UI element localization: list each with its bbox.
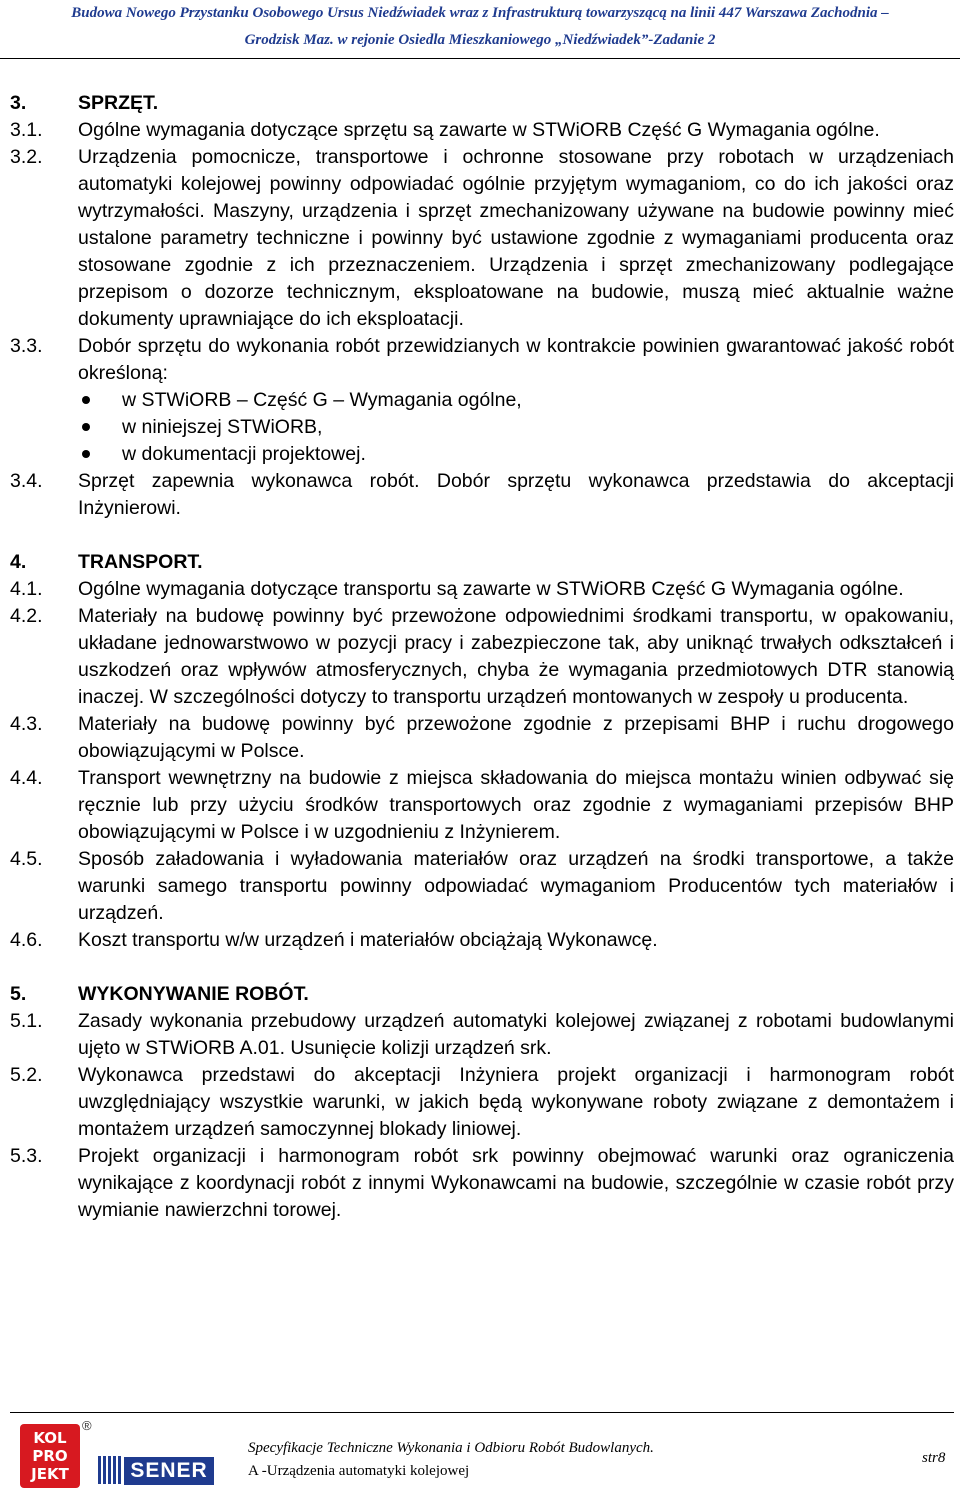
section-text: Transport wewnętrzny na budowie z miejsca składowania do miejsca montażu winien odbywać się ręcznie lub przy użyciu środków transportowych oraz zgodnie z wymaganiami przepisów BHP obowiązującymi w Polsce i w uzgodnieniu z Inżynierem.	[78, 767, 954, 843]
header-line-1: Budowa Nowego Przystanku Osobowego Ursus Niedźwiadek wraz z Infrastrukturą towarzyszącą na linii 447 Warszawa Zachodnia –	[71, 5, 889, 21]
section-number: 3.2.	[10, 146, 43, 168]
section-text: Ogólne wymagania dotyczące transportu są zawarte w STWiORB Część G Wymagania ogólne.	[78, 578, 904, 600]
section-4-heading	[10, 549, 954, 576]
section-text: Sposób załadowania i wyładowania materiałów oraz urządzeń na środki transportowe, a także warunki samego transportu powinny odpowiadać wymaganiom Producentów tych materiałów i urządzeń.	[78, 848, 954, 924]
footer-subtitle: A -Urządzenia automatyki kolejowej	[248, 1463, 470, 1479]
page-number: str8	[922, 1450, 946, 1466]
page-footer	[0, 1412, 960, 1488]
section-5-heading	[10, 981, 954, 1008]
section-number: 3.1.	[10, 119, 43, 141]
header-rule	[0, 58, 960, 59]
section-number: 4.2.	[10, 605, 43, 627]
section-text: Koszt transportu w/w urządzeń i materiałów obciążają Wykonawcę.	[78, 929, 658, 951]
logo-line: KOL	[33, 1429, 67, 1447]
section-4-2	[10, 603, 954, 711]
bullet-item: w dokumentacji projektowej.	[78, 441, 954, 468]
document-body	[10, 90, 954, 1224]
sener-mark-icon	[98, 1456, 122, 1484]
section-text: Projekt organizacji i harmonogram robót srk powinny obejmować warunki oraz ograniczenia wynikające z koordynacji robót z innymi Wykonawcami na budowie, szczególnie w czasie robót przy wymianie nawierzchni torowej.	[78, 1145, 954, 1221]
section-number: 3.	[10, 92, 27, 114]
section-title: WYKONYWANIE ROBÓT.	[78, 983, 309, 1005]
spacer	[10, 954, 954, 981]
section-body	[78, 333, 954, 468]
logo-line: JEKT	[31, 1465, 69, 1483]
section-number: 5.	[10, 983, 27, 1005]
section-3-2	[10, 144, 954, 333]
spacer	[10, 522, 954, 549]
section-3-3	[10, 333, 954, 468]
section-5-3	[10, 1143, 954, 1224]
section-number: 4.1.	[10, 578, 43, 600]
section-4-4	[10, 765, 954, 846]
section-number: 5.1.	[10, 1010, 43, 1032]
section-text: Urządzenia pomocnicze, transportowe i ochronne stosowane przy robotach w urządzeniach automatyki kolejowej powinny odpowiadać ogólnie przyjętym wymaganiom, co do ich jakości oraz wytrzymałości. Maszyny, urządzenia i sprzęt zmechanizowany używane na budowie powinny mieć ustalone parametry techniczne i powinny być ustawione zgodnie z wymaganiami producenta oraz stosowane zgodnie z ich przeznaczeniem. Urządzenia i sprzęt zmechanizowany podlegające przepisom o dozorze technicznym, eksploatowane na budowie, muszą mieć aktualnie ważne dokumenty uprawniające do ich eksploatacji.	[78, 146, 954, 330]
sener-logo	[98, 1454, 216, 1488]
section-number: 3.4.	[10, 470, 43, 492]
section-title: TRANSPORT.	[78, 551, 203, 573]
footer-title: Specyfikacje Techniczne Wykonania i Odbioru Robót Budowlanych.	[248, 1440, 654, 1456]
section-text: Materiały na budowę powinny być przewożone zgodnie z przepisami BHP i ruchu drogowego obowiązującymi w Polsce.	[78, 713, 954, 762]
bullet-item: w niniejszej STWiORB,	[78, 414, 954, 441]
section-number: 4.	[10, 551, 27, 573]
section-text: Sprzęt zapewnia wykonawca robót. Dobór sprzętu wykonawca przedstawia do akceptacji Inżynierowi.	[78, 470, 954, 519]
logo-line: PRO	[32, 1447, 68, 1465]
bullet-item: w STWiORB – Część G – Wymagania ogólne,	[78, 387, 954, 414]
footer-rule	[10, 1412, 954, 1413]
section-4-1	[10, 576, 954, 603]
section-3-heading	[10, 90, 954, 117]
section-number: 4.4.	[10, 767, 43, 789]
section-number: 4.3.	[10, 713, 43, 735]
kolprojekt-logo	[20, 1424, 80, 1488]
section-5-2	[10, 1062, 954, 1143]
section-4-3	[10, 711, 954, 765]
section-number: 3.3.	[10, 335, 43, 357]
section-number: 4.6.	[10, 929, 43, 951]
section-text: Ogólne wymagania dotyczące sprzętu są zawarte w STWiORB Część G Wymagania ogólne.	[78, 119, 880, 141]
registered-mark: ®	[82, 1418, 92, 1433]
section-number: 5.3.	[10, 1145, 43, 1167]
section-5-1	[10, 1008, 954, 1062]
page-header	[0, 0, 960, 58]
section-number: 4.5.	[10, 848, 43, 870]
section-text: Dobór sprzętu do wykonania robót przewidzianych w kontrakcie powinien gwarantować jakość robót określoną:	[78, 335, 954, 384]
bullet-list	[78, 387, 954, 468]
section-3-4	[10, 468, 954, 522]
section-title: SPRZĘT.	[78, 92, 159, 114]
section-text: Wykonawca przedstawi do akceptacji Inżyniera projekt organizacji i harmonogram robót uwzględniający wszystkie warunki, w jakich będą wykonywane roboty związane z demontażem i montażem urządzeń samoczynnej blokady liniowej.	[78, 1064, 954, 1140]
section-3-1	[10, 117, 954, 144]
section-4-6	[10, 927, 954, 954]
section-number: 5.2.	[10, 1064, 43, 1086]
section-text: Zasady wykonania przebudowy urządzeń automatyki kolejowej związanej z robotami budowlanymi ujęto w STWiORB A.01. Usunięcie kolizji urządzeń srk.	[78, 1010, 954, 1059]
header-line-2: Grodzisk Maz. w rejonie Osiedla Mieszkaniowego „Niedźwiadek”-Zadanie 2	[244, 32, 716, 48]
sener-wordmark: SENER	[124, 1457, 214, 1485]
section-4-5	[10, 846, 954, 927]
section-text: Materiały na budowę powinny być przewożone odpowiednimi środkami transportu, w opakowaniu, układane jednowarstwowo w pozycji pracy i zabezpieczone tak, aby uniknąć trwałych odkształceń i uszkodzeń oraz wpływów atmosferycznych, chyba że wymagania przedmiotowych DTR stanowią inaczej. W szczególności dotyczy to transportu urządzeń montowanych w zespoły u producenta.	[78, 605, 954, 708]
